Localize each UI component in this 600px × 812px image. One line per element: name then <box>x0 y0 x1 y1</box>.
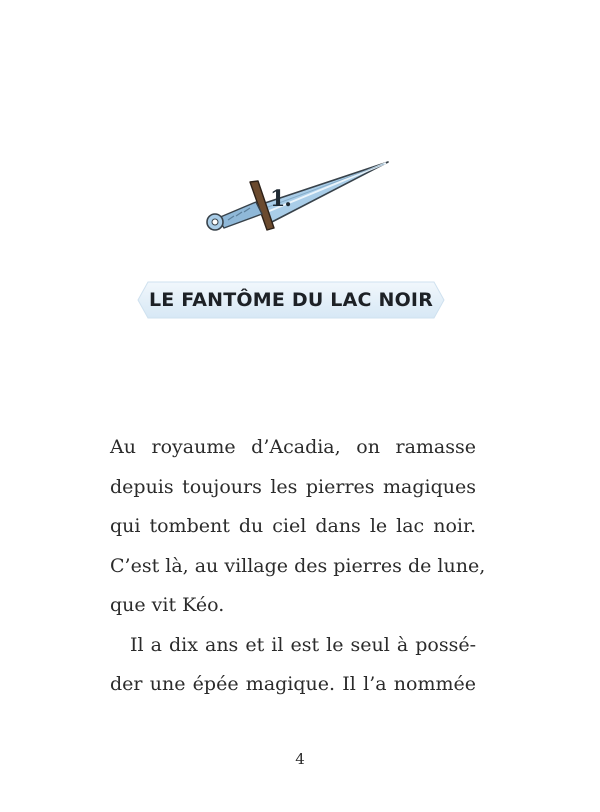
body-line: Au royaume d’Acadia, on ramasse <box>110 436 476 458</box>
body-line: der une épée magique. Il l’a nommée <box>110 673 476 695</box>
chapter-sword-illustration <box>196 152 402 240</box>
chapter-body <box>110 428 486 705</box>
body-line: depuis toujours les pierres magiques <box>110 475 476 498</box>
body-line: Il a dix ans et il est le seul à possé- <box>130 633 476 656</box>
body-line: qui tombent du ciel dans le lac noir. <box>110 515 476 537</box>
body-line: que vit Kéo. <box>110 594 225 616</box>
chapter-title: LE FANTÔME DU LAC NOIR <box>148 289 434 311</box>
chapter-title-banner <box>136 280 446 320</box>
page-number: 4 <box>295 750 305 768</box>
sword-icon <box>196 152 402 240</box>
body-line: C’est là, au village des pierres de lune, <box>110 554 486 577</box>
chapter-number: 1. <box>270 186 291 212</box>
